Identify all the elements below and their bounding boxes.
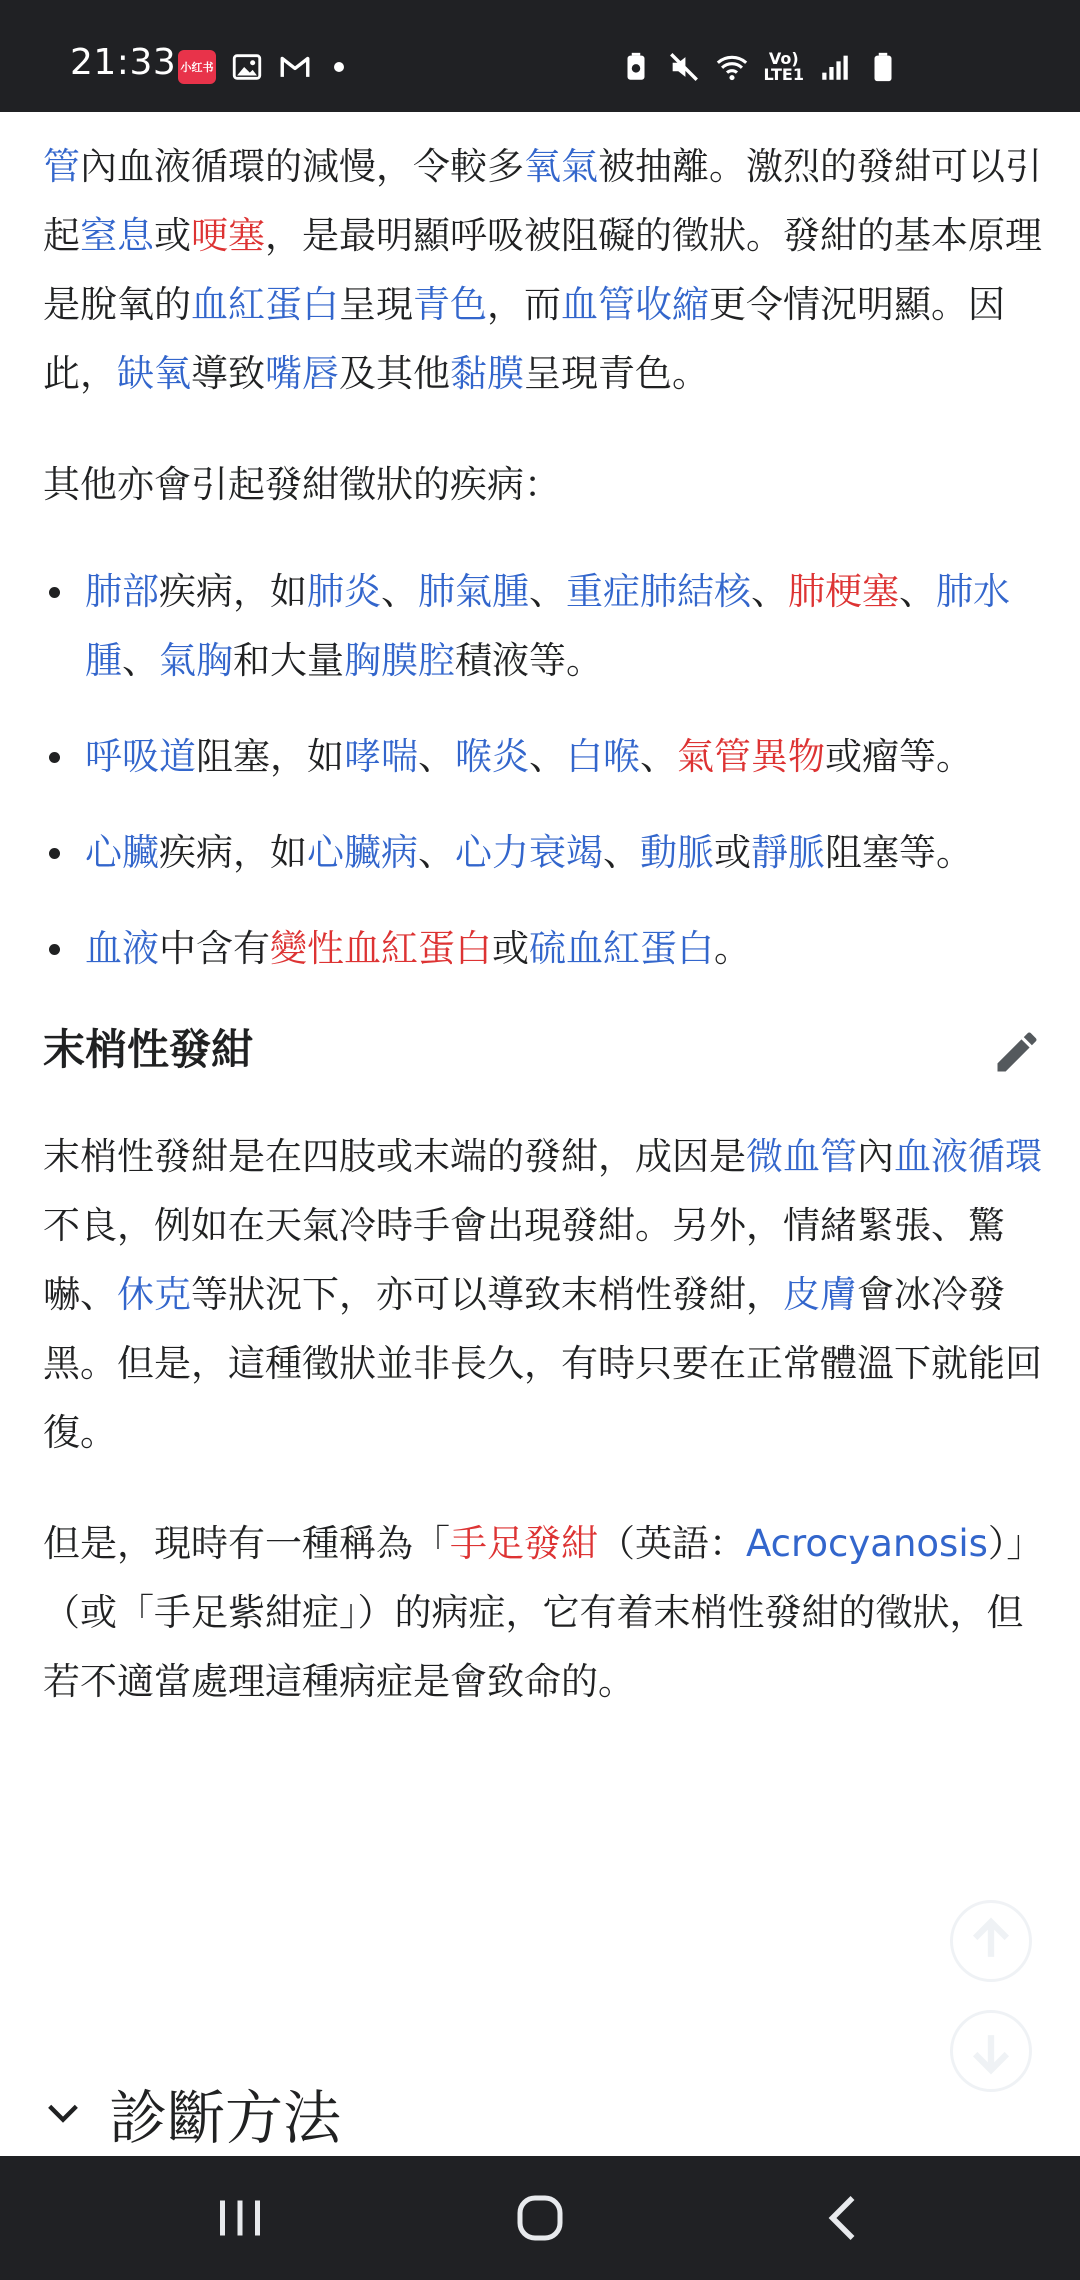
text: 阻塞，如 <box>196 735 344 778</box>
text: 、 <box>418 735 455 778</box>
list-item <box>43 914 1043 983</box>
link-asphyxia[interactable]: 窒息 <box>80 214 154 257</box>
text: 導致 <box>191 352 265 395</box>
lte-bottom-label: LTE1 <box>763 65 804 84</box>
text: 及其他 <box>339 352 450 395</box>
text: 或瘤等。 <box>825 735 973 778</box>
text: 、 <box>418 831 455 874</box>
text: 等狀況下，亦可以導致末梢性發紺， <box>191 1273 783 1316</box>
gmail-icon <box>278 50 312 84</box>
scroll-up-button[interactable] <box>950 1900 1032 1982</box>
lte-top-label: Vo) <box>768 49 799 68</box>
link-vasoconstriction[interactable]: 血管收縮 <box>561 283 709 326</box>
link-tracheal-foreign-body[interactable]: 氣管異物 <box>677 735 825 778</box>
list-item <box>43 722 1043 791</box>
article-content <box>43 112 1043 1716</box>
list-item <box>43 818 1043 887</box>
text: 或 <box>492 927 529 970</box>
text: 被抽離。激烈的發紺可以引起 <box>43 145 1042 257</box>
link-diphtheria[interactable]: 白喉 <box>566 735 640 778</box>
text: 或 <box>154 214 191 257</box>
link-emphysema[interactable]: 肺氣腫 <box>418 570 529 613</box>
paragraph-acrocyanosis <box>43 1509 1043 1716</box>
link-blood[interactable]: 血液 <box>85 927 159 970</box>
link-pleural-cavity[interactable]: 胸膜腔 <box>344 639 455 682</box>
scroll-up-icon <box>953 1903 1029 1979</box>
link-hypoxia[interactable]: 缺氧 <box>117 352 191 395</box>
section-header <box>43 1010 1043 1090</box>
text: 會冰冷發黑。但是，這種徵狀並非長久，有時只要在正常體溫下就能回復。 <box>43 1273 1042 1454</box>
wifi-icon <box>715 50 749 84</box>
text: 、 <box>529 735 566 778</box>
navigation-bar <box>0 2156 1080 2280</box>
text: 中含有 <box>159 927 270 970</box>
app-badge-icon: 小红书 <box>178 50 216 84</box>
text: 呈現 <box>339 283 413 326</box>
status-time: 21:33 <box>70 42 177 83</box>
link-pneumothorax[interactable]: 氣胸 <box>159 639 233 682</box>
text: 不良，例如在天氣冷時手會出現發紺。另外，情緒緊張、驚嚇、 <box>43 1204 1005 1316</box>
text: 呈現青色。 <box>524 352 709 395</box>
battery-saver-icon <box>619 50 653 84</box>
text: 內 <box>857 1135 894 1178</box>
text: ，而 <box>487 283 561 326</box>
chevron-down-icon <box>43 2093 83 2133</box>
text: 積液等。 <box>455 639 603 682</box>
section-title: 末梢性發紺 <box>43 1025 254 1074</box>
text: 或 <box>714 831 751 874</box>
link-blood-circulation[interactable]: 血液循環 <box>894 1135 1042 1178</box>
text: 、 <box>751 570 788 613</box>
link-choking[interactable]: 哽塞 <box>191 214 265 257</box>
link-heart-failure[interactable]: 心力衰竭 <box>455 831 603 874</box>
text: 、 <box>603 831 640 874</box>
text: 更令情況明顯。因此， <box>43 283 1005 395</box>
scroll-down-icon <box>953 2013 1029 2089</box>
link-hemoglobin[interactable]: 血紅蛋白 <box>191 283 339 326</box>
link-pulmonary-infarction[interactable]: 肺梗塞 <box>788 570 899 613</box>
link-sulfhemoglobin[interactable]: 硫血紅蛋白 <box>529 927 714 970</box>
link-artery[interactable]: 動脈 <box>640 831 714 874</box>
link-lips[interactable]: 嘴唇 <box>265 352 339 395</box>
lte-indicator <box>763 51 804 83</box>
text: 、 <box>899 570 936 613</box>
recent-apps-icon[interactable] <box>210 2188 270 2248</box>
link-cyan[interactable]: 青色 <box>413 283 487 326</box>
link-methemoglobin[interactable]: 變性血紅蛋白 <box>270 927 492 970</box>
list-item <box>43 557 1043 695</box>
text: 疾病，如 <box>159 831 307 874</box>
link-mucosa[interactable]: 黏膜 <box>450 352 524 395</box>
paragraph-other-diseases: 其他亦會引起發紺徵狀的疾病： <box>43 463 561 506</box>
link-respiratory-tract[interactable]: 呼吸道 <box>85 735 196 778</box>
notification-dot-icon <box>334 62 344 72</box>
disease-list <box>43 557 1043 983</box>
link-shock[interactable]: 休克 <box>117 1273 191 1316</box>
text: 內血液循環的減慢，令較多 <box>80 145 524 188</box>
text: 、 <box>381 570 418 613</box>
collapsible-section-diagnosis[interactable] <box>43 2068 341 2158</box>
link-tuberculosis[interactable]: 重症肺結核 <box>566 570 751 613</box>
text: （英語： <box>598 1522 746 1565</box>
home-icon[interactable] <box>510 2188 570 2248</box>
link-vein[interactable]: 靜脈 <box>751 831 825 874</box>
pencil-icon[interactable] <box>991 1026 1043 1078</box>
text: 但是，現時有一種稱為「 <box>43 1522 450 1565</box>
text: 疾病，如 <box>159 570 307 613</box>
battery-icon <box>866 50 900 84</box>
text: 。 <box>714 927 751 970</box>
link-blood-vessel[interactable]: 管 <box>43 145 80 188</box>
text: ）」（或「手足紫紺症」）的病症，它有着末梢性發紺的徵狀，但若不適當處理這種病症是會致命的。 <box>43 1522 1025 1703</box>
text: 、 <box>529 570 566 613</box>
text: 、 <box>122 639 159 682</box>
status-bar <box>0 0 1080 112</box>
link-heart[interactable]: 心臟 <box>85 831 159 874</box>
collapsed-section-title: 診斷方法 <box>109 2084 342 2152</box>
text: 、 <box>640 735 677 778</box>
text: 和大量 <box>233 639 344 682</box>
link-pulmonary-edema[interactable]: 肺水腫 <box>85 570 1010 682</box>
scroll-down-button[interactable] <box>950 2010 1032 2092</box>
text: 末梢性發紺是在四肢或末端的發紺，成因是 <box>43 1135 746 1178</box>
link-asthma[interactable]: 哮喘 <box>344 735 418 778</box>
text: ，是最明顯呼吸被阻礙的徵狀。發紺的基本原理是脫氧的 <box>43 214 1042 326</box>
back-icon[interactable] <box>815 2188 875 2248</box>
signal-icon <box>818 50 852 84</box>
link-pneumonia[interactable]: 肺炎 <box>307 570 381 613</box>
link-capillary[interactable]: 微血管 <box>746 1135 857 1178</box>
link-laryngitis[interactable]: 喉炎 <box>455 735 529 778</box>
text: 阻塞等。 <box>825 831 973 874</box>
mute-icon <box>667 50 701 84</box>
paragraph-cyanosis-mechanism <box>43 132 1043 408</box>
link-heart-disease[interactable]: 心臟病 <box>307 831 418 874</box>
image-icon <box>230 50 264 84</box>
link-acrocyanosis-en[interactable]: Acrocyanosis <box>746 1522 988 1565</box>
link-acrocyanosis-zh[interactable]: 手足發紺 <box>450 1522 598 1565</box>
link-oxygen[interactable]: 氧氣 <box>524 145 598 188</box>
paragraph-peripheral-cyanosis <box>43 1122 1043 1467</box>
link-skin[interactable]: 皮膚 <box>783 1273 857 1316</box>
link-lungs[interactable]: 肺部 <box>85 570 159 613</box>
